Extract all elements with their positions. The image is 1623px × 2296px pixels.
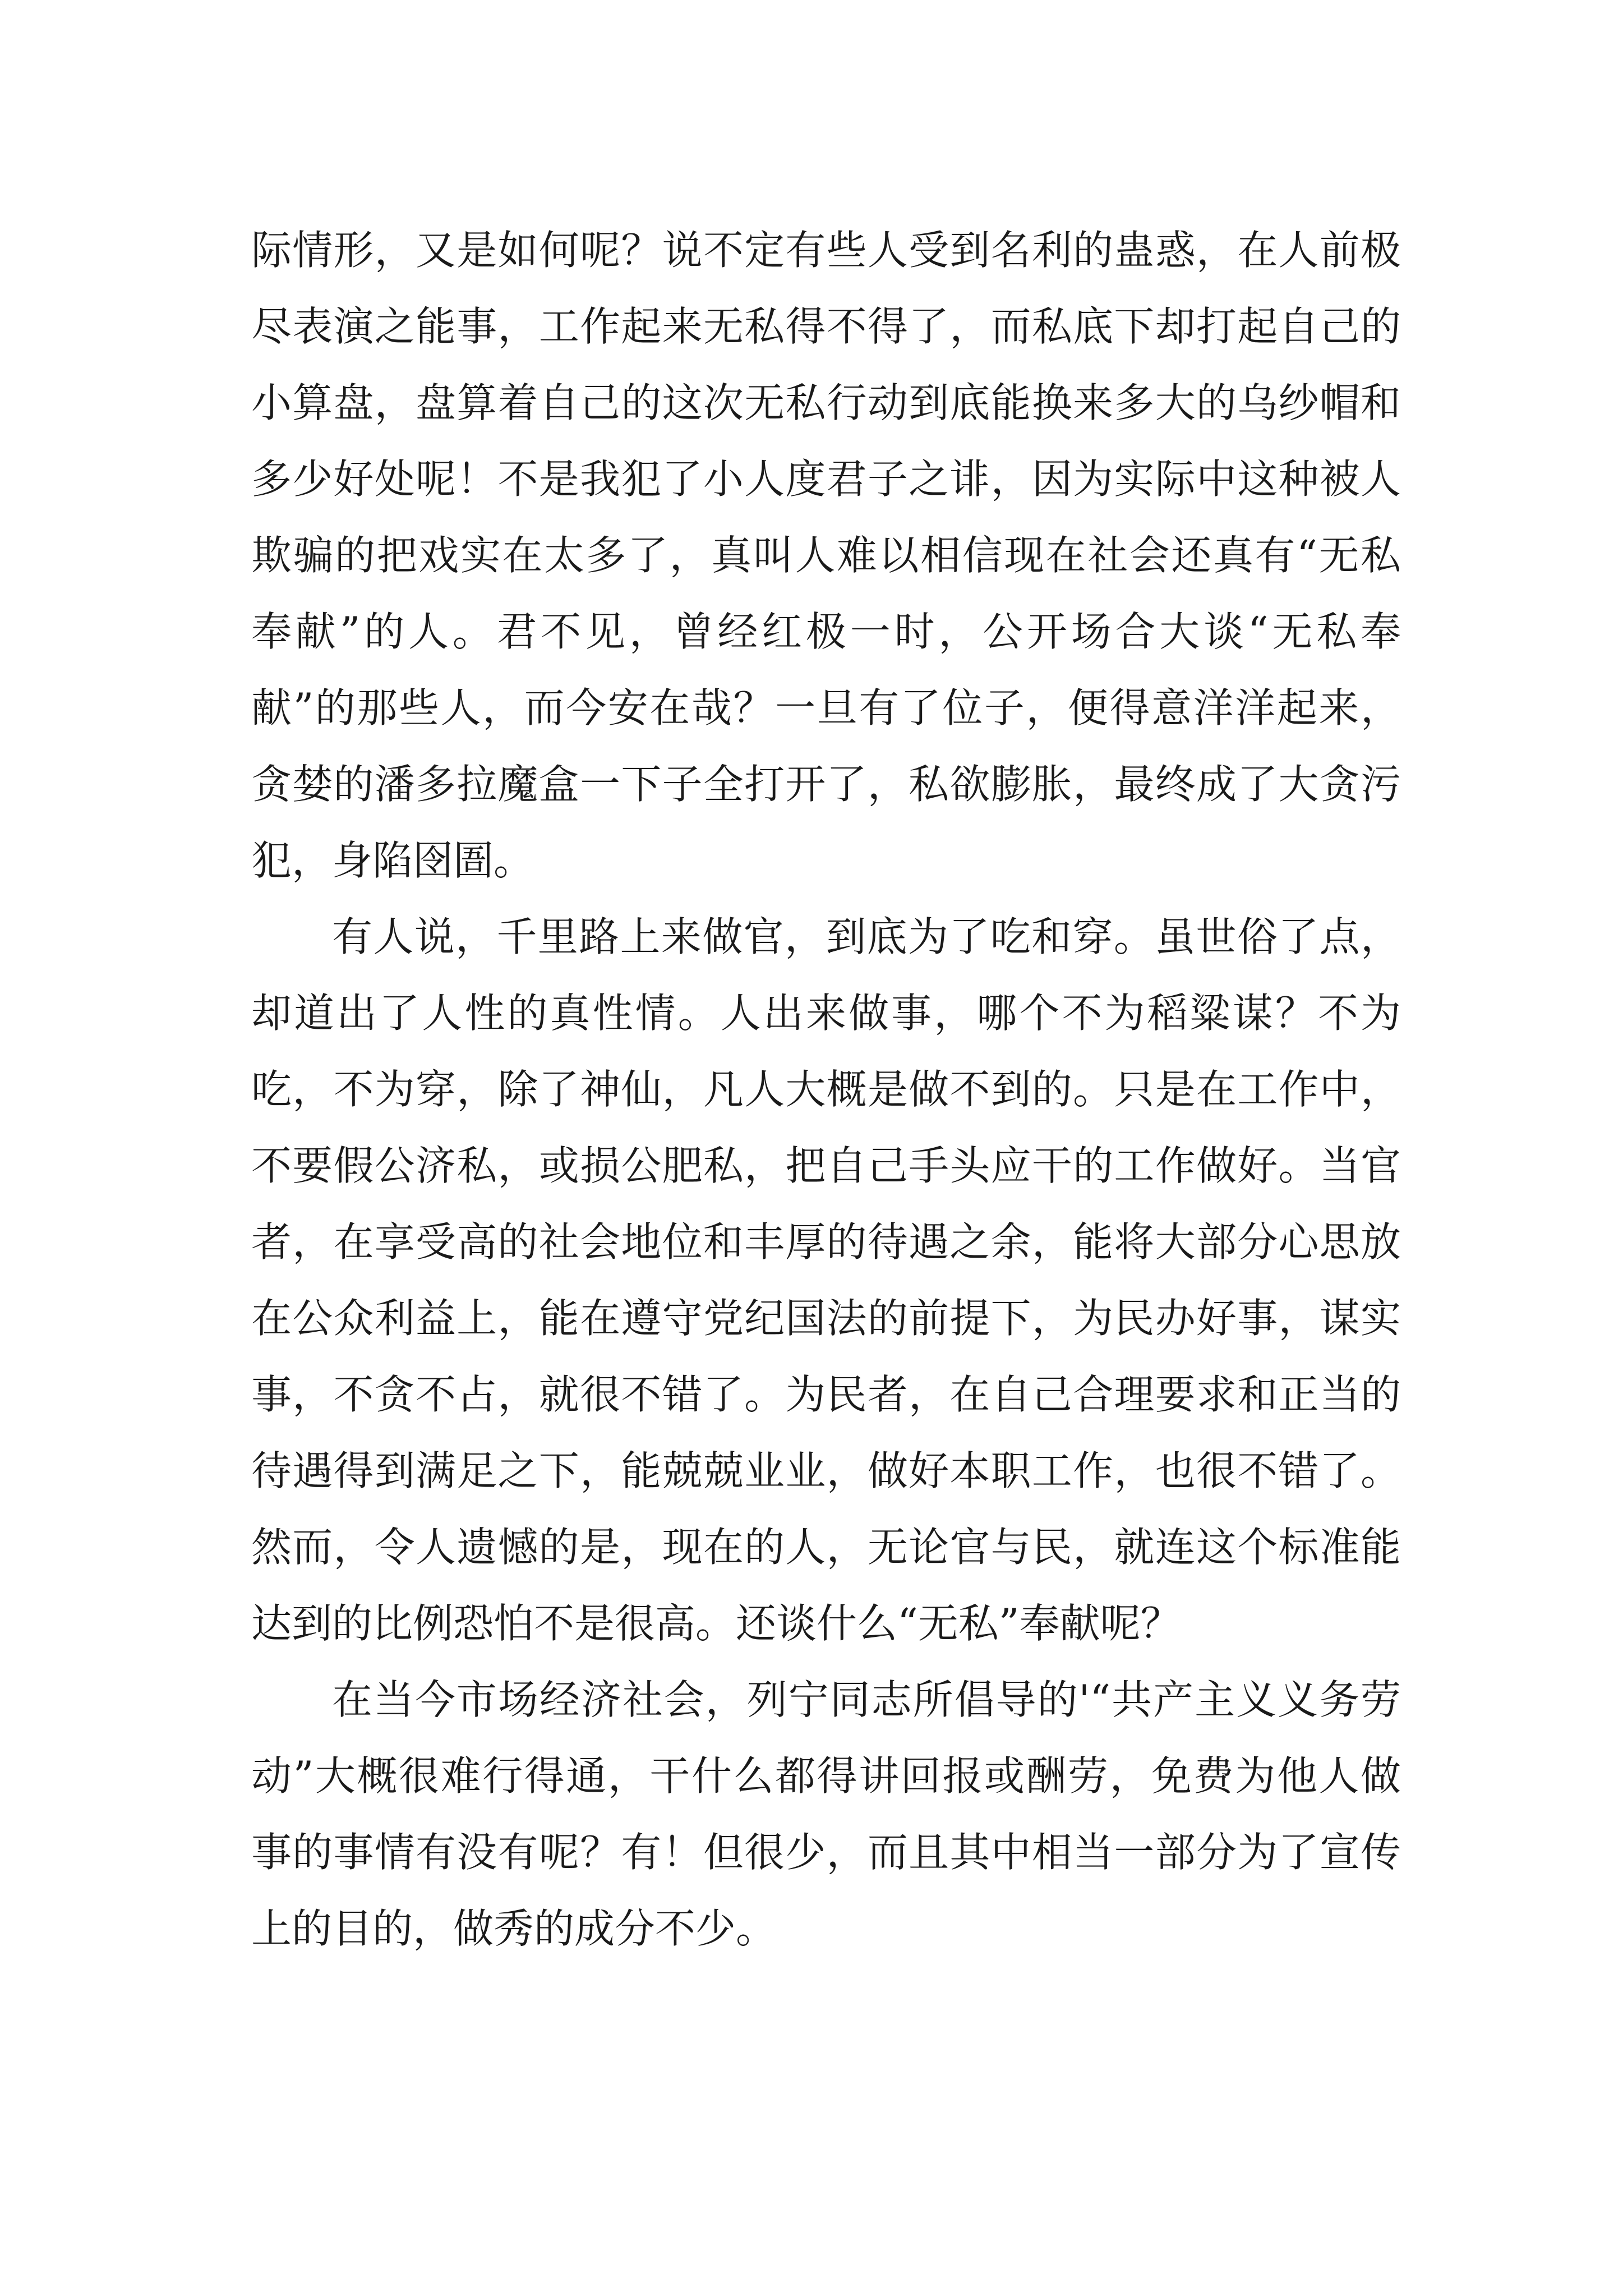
body-text	[251, 212, 1401, 1967]
paragraph-1: 际情形，又是如何呢？说不定有些人受到名利的蛊惑，在人前极尽表演之能事，工作起来无私得不得了，而私底下却打起自己的小算盘，盘算着自己的这次无私行动到底能换来多大的乌纱帽和多少好处呢！不是我犯了小人度君子之诽，因为实际中这种被人欺骗的把戏实在太多了，真叫人难以相信现在社会还真有“无私奉献”的人。君不见，曾经红极一时，公开场合大谈“无私奉献”的那些人，而今安在哉？一旦有了位子，便得意洋洋起来，贪婪的潘多拉魔盒一下子全打开了，私欲膨胀，最终成了大贪污犯，身陷囹圄。	[251, 227, 1401, 884]
paragraph-2: 有人说，千里路上来做官，到底为了吃和穿。虽世俗了点，却道出了人性的真性情。人出来做事，哪个不为稻粱谋？不为吃，不为穿，除了神仙，凡人大概是做不到的。只是在工作中，不要假公济私，或损公肥私，把自己手头应干的工作做好。当官者，在享受高的社会地位和丰厚的待遇之余，能将大部分心思放在公众利益上，能在遵守党纪国法的前提下，为民办好事，谋实事，不贪不占，就很不错了。为民者，在自己合理要求和正当的待遇得到满足之下，能兢兢业业，做好本职工作，也很不错了。然而，令人遗憾的是，现在的人，无论官与民，就连这个标准能达到的比例恐怕不是很高。还谈什么“无私”奉献呢？	[251, 913, 1401, 1647]
paragraph-3: 在当今市场经济社会，列宁同志所倡导的'“共产主义义务劳动”大概很难行得通，干什么都得讲回报或酬劳，免费为他人做事的事情有没有呢？有！但很少，而且其中相当一部分为了宣传上的目的，做秀的成分不少。	[251, 1676, 1401, 1952]
